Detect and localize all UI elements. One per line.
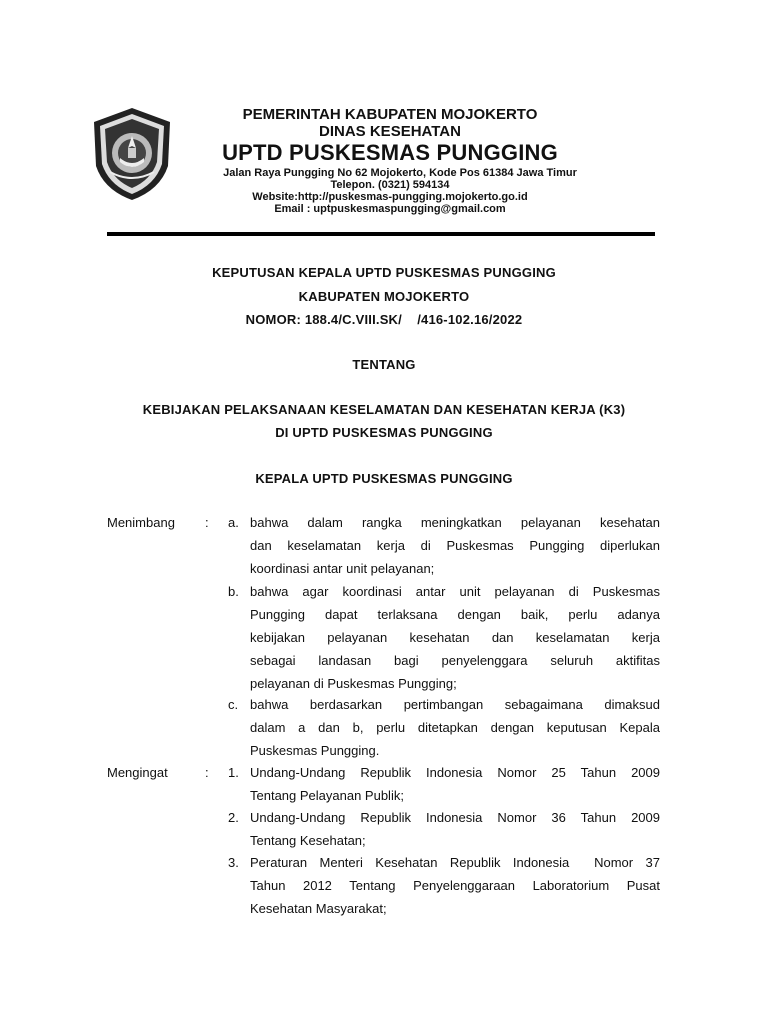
text-line: sebagai landasan bagi penyelenggara seluruh aktifitas bbox=[250, 653, 660, 668]
mengingat-marker-3: 3. bbox=[228, 855, 239, 870]
decree-subject-line-2: DI UPTD PUSKESMAS PUNGGING bbox=[275, 425, 493, 440]
menimbang-label: Menimbang bbox=[107, 515, 175, 530]
mengingat-item-3 bbox=[250, 851, 660, 920]
letterhead-divider bbox=[107, 232, 655, 236]
mengingat-marker-1: 1. bbox=[228, 765, 239, 780]
text-line: Pungging dapat terlaksana dengan baik, perlu adanya bbox=[250, 607, 660, 622]
mengingat-label: Mengingat bbox=[107, 765, 168, 780]
text-line: bahwa agar koordinasi antar unit pelayanan di Puskesmas bbox=[250, 584, 660, 599]
text-line: Undang-Undang Republik Indonesia Nomor 25 Tahun 2009 bbox=[250, 765, 660, 780]
menimbang-item-b bbox=[250, 580, 660, 695]
letterhead-phone: Telepon. (0321) 594134 bbox=[330, 179, 450, 191]
text-line: koordinasi antar unit pelayanan; bbox=[250, 561, 435, 576]
decree-subject-line-1: KEBIJAKAN PELAKSANAAN KESELAMATAN DAN KESEHATAN KERJA (K3) bbox=[142, 402, 626, 417]
menimbang-marker-c: c. bbox=[228, 697, 239, 712]
menimbang-item-a bbox=[250, 511, 660, 580]
letterhead-department: DINAS KESEHATAN bbox=[319, 123, 461, 140]
menimbang-colon: : bbox=[205, 515, 209, 530]
text-line: bahwa berdasarkan pertimbangan sebagaimana dimaksud bbox=[250, 697, 660, 712]
letterhead-government: PEMERINTAH KABUPATEN MOJOKERTO bbox=[242, 106, 538, 123]
text-line: Kesehatan Masyarakat; bbox=[250, 901, 387, 916]
mengingat-colon: : bbox=[205, 765, 209, 780]
text-line: bahwa dalam rangka meningkatkan pelayanan kesehatan bbox=[250, 515, 660, 530]
text-line: Peraturan Menteri Kesehatan Republik Indonesia Nomor 37 bbox=[250, 855, 660, 870]
letterhead-institution: UPTD PUSKESMAS PUNGGING bbox=[222, 140, 558, 165]
letterhead-address: Jalan Raya Pungging No 62 Mojokerto, Kode Pos 61384 Jawa Timur bbox=[223, 167, 577, 179]
text-line: pelayanan di Puskesmas Pungging; bbox=[250, 676, 457, 691]
menimbang-marker-b: b. bbox=[228, 584, 239, 599]
decree-regency: KABUPATEN MOJOKERTO bbox=[298, 289, 470, 304]
decree-about: TENTANG bbox=[352, 357, 416, 372]
text-line: dan keselamatan kerja di Puskesmas Pungging diperlukan bbox=[250, 538, 660, 553]
text-line: kebijakan pelayanan kesehatan dan keselamatan kerja bbox=[250, 630, 660, 645]
text-line: dalam a dan b, perlu ditetapkan dengan keputusan Kepala bbox=[250, 720, 660, 735]
decree-number: NOMOR: 188.4/C.VIII.SK/ /416-102.16/2022 bbox=[245, 312, 523, 327]
menimbang-marker-a: a. bbox=[228, 515, 239, 530]
mengingat-item-1 bbox=[250, 761, 660, 807]
letterhead-email: Email : uptpuskesmaspungging@gmail.com bbox=[274, 203, 506, 215]
menimbang-item-c bbox=[250, 693, 660, 762]
decree-head: KEPALA UPTD PUSKESMAS PUNGGING bbox=[255, 471, 513, 486]
text-line: Tentang Pelayanan Publik; bbox=[250, 788, 404, 803]
text-line: Undang-Undang Republik Indonesia Nomor 36 Tahun 2009 bbox=[250, 810, 660, 825]
text-line: Puskesmas Pungging. bbox=[250, 743, 380, 758]
decree-title: KEPUTUSAN KEPALA UPTD PUSKESMAS PUNGGING bbox=[212, 265, 556, 280]
text-line: Tentang Kesehatan; bbox=[250, 833, 366, 848]
text-line: Tahun 2012 Tentang Penyelenggaraan Laboratorium Pusat bbox=[250, 878, 660, 893]
mengingat-item-2 bbox=[250, 806, 660, 852]
letterhead-website: Website:http://puskesmas-pungging.mojokerto.go.id bbox=[252, 191, 528, 203]
mengingat-marker-2: 2. bbox=[228, 810, 239, 825]
